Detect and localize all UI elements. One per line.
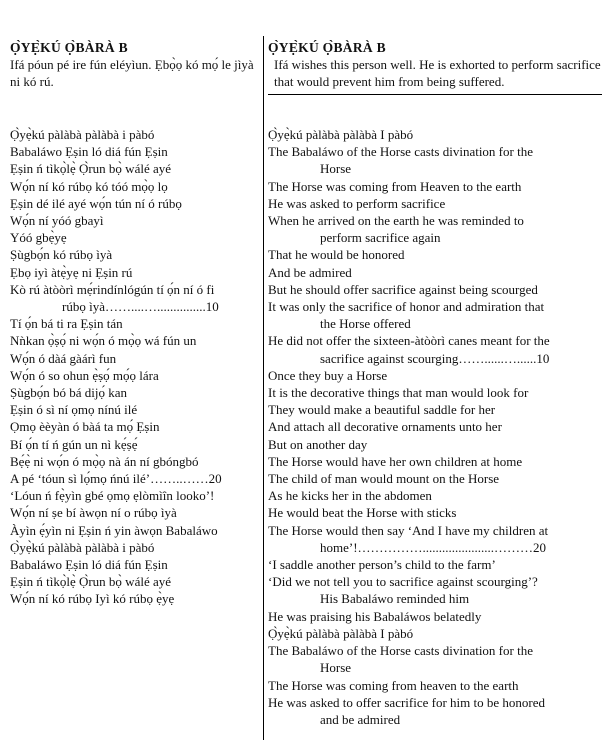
english-verse-line: He was asked to offer sacrifice for him to be honored	[268, 694, 545, 710]
yoruba-verse-line: Bẹ́ẹ̀ ni wọ́n ó mọ̀ọ nà án ní gbóngbó	[10, 453, 199, 469]
english-verse-line: Ọ̀yẹ̀kú pàlàbà pàlàbà I pàbó	[268, 127, 414, 142]
english-intro-block	[268, 57, 602, 95]
yoruba-verse-line: rúbọ ìyà……....…...............10	[62, 299, 219, 315]
yoruba-verse-line: Wọ́n ó so ohun ẹ̀ṣọ́ mọ́ọ lára	[10, 367, 159, 383]
english-verse-line: home’!……………......................………20	[320, 539, 547, 555]
english-verse-line: But he should offer sacrifice against being scourged	[268, 281, 538, 297]
yoruba-verse-line: Ẹbọ iyì àtẹ̀yẹ ni Ẹṣin rú	[10, 264, 133, 280]
english-verse-line: He would beat the Horse with sticks	[268, 505, 457, 521]
english-intro: Ifá wishes this person well. He is exhorted to perform sacrifice that would prevent him from being suffered.	[274, 57, 601, 89]
yoruba-verse-line: Ṣùgbọ́n bó bá dijọ́ kan	[10, 385, 127, 401]
english-verse-line: When he arrived on the earth he was reminded to	[268, 213, 524, 229]
yoruba-verse-line: Wọ́n ní yóó gbayì	[10, 213, 104, 229]
yoruba-heading: Ọ̀YẸ̀KÚ Ọ̀BÀRÀ B	[10, 40, 128, 55]
english-verse-line: The Babaláwo of the Horse casts divination for the	[268, 643, 533, 659]
column-divider	[263, 36, 264, 740]
english-verse-line: Horse	[320, 161, 352, 177]
english-verse-line: The child of man would mount on the Horse	[268, 471, 500, 487]
english-verse-line: ‘Did we not tell you to sacrifice against scourging’?	[268, 574, 538, 590]
yoruba-verse-line: Babaláwo Ẹṣin ló diá fún Ẹṣin	[10, 144, 168, 160]
english-verse-line: They would make a beautiful saddle for her	[268, 402, 496, 418]
yoruba-verse-line: Ẹṣin ó sì ní ọmọ nínú ilé	[10, 402, 138, 418]
yoruba-verse-line: ‘Lóun ń fẹ̀yìn gbé ọmọ ẹlòmìîn looko’!	[10, 488, 215, 504]
yoruba-intro: Ifá póun pé ire fún eléyìun. Ẹbọ̀ọ kó mọ́ le jìyà ni kó rú.	[10, 57, 254, 89]
english-verse-line: Horse	[320, 660, 352, 676]
yoruba-verse-line: Wọ́n ní kó rúbọ Iyì kó rúbọ ẹ̀yẹ	[10, 591, 175, 607]
english-verse-line: And be admired	[268, 264, 352, 280]
english-verse-line: He was praising his Babaláwos belatedly	[268, 608, 482, 624]
english-verse-line: The Babaláwo of the Horse casts divination for the	[268, 144, 533, 160]
english-verse	[268, 126, 604, 728]
yoruba-verse-line: Wọ́n ó dàá gàárì fun	[10, 350, 117, 366]
english-verse-line: Ọ̀yẹ̀kú pàlàbà pàlàbà I pàbó	[268, 625, 414, 641]
english-column	[268, 40, 604, 727]
yoruba-verse-line: Tí ọ́n bá ti ra Ẹṣin tán	[10, 316, 123, 332]
english-verse-line: And attach all decorative ornaments unto her	[268, 419, 502, 435]
yoruba-verse-line: Ẹṣin ń tìkọ̀lẹ̀ Ọ̀run bọ̀ wálé ayé	[10, 574, 172, 590]
yoruba-verse-line: Ọ̀yẹ̀kú pàlàbà pàlàbà i pàbó	[10, 539, 155, 555]
english-heading: Ọ̀YẸ̀KÚ Ọ̀BÀRÀ B	[268, 40, 386, 55]
yoruba-verse-line: Ẹṣin ń tìkọ̀lẹ̀ Ọ̀run bọ̀ wálé ayé	[10, 161, 172, 177]
yoruba-verse-line: Babaláwo Ẹṣin ló diá fún Ẹṣin	[10, 557, 168, 573]
english-verse-line: It was only the sacrifice of honor and admiration that	[268, 299, 545, 315]
english-verse-line: As he kicks her in the abdomen	[268, 488, 432, 504]
yoruba-column	[10, 40, 262, 607]
english-verse-line: The Horse would then say ‘And I have my children at	[268, 522, 549, 538]
yoruba-verse-line: Ṣùgbọ́n kó rúbọ ìyà	[10, 247, 113, 263]
english-verse-line: It is the decorative things that man would look for	[268, 385, 529, 401]
english-verse-line: Once they buy a Horse	[268, 367, 388, 383]
english-verse-line: But on another day	[268, 436, 368, 452]
english-verse-line: perform sacrifice again	[320, 230, 441, 246]
english-verse-line: The Horse was coming from heaven to the earth	[268, 677, 519, 693]
yoruba-verse	[10, 126, 262, 608]
yoruba-verse-line: A pé ‘tóun sì lọ́mọ ńnú ilé’……..……20	[10, 471, 222, 487]
english-verse-line: sacrifice against scourging……......…......10	[320, 350, 550, 366]
english-verse-line: That he would be honored	[268, 247, 405, 263]
english-verse-line: and be admired	[320, 711, 401, 727]
english-verse-line: His Babaláwo reminded him	[320, 591, 470, 607]
english-verse-line: The Horse would have her own children at home	[268, 453, 523, 469]
yoruba-verse-line: Ọmọ èèyàn ó bàá ta mọ́ Ẹṣin	[10, 419, 160, 435]
english-verse-line: He was asked to perform sacrifice	[268, 195, 446, 211]
yoruba-verse-line: Ẹṣin dé ilé ayé wọ́n tún ní ó rúbọ	[10, 195, 182, 211]
yoruba-verse-line: Yóó gbẹ̀yẹ	[10, 230, 67, 246]
yoruba-verse-line: Bí ọ́n tí ń gún un nì kẹ́ṣẹ́	[10, 436, 138, 452]
english-verse-line: The Horse was coming from Heaven to the earth	[268, 178, 522, 194]
english-verse-line: He did not offer the sixteen-àtòòrì canes meant for the	[268, 333, 550, 349]
yoruba-verse-line: Nǹkan ọ̀ṣọ́ ni wọ́n ó mọ̀ọ wá fún un	[10, 333, 197, 349]
english-verse-line: the Horse offered	[320, 316, 411, 332]
yoruba-verse-line: Àyìn ẹ́yìn ni Ẹṣin ń yin àwọn Babaláwo	[10, 522, 218, 538]
yoruba-verse-line: Ọ̀yẹ̀kú pàlàbà pàlàbà i pàbó	[10, 127, 155, 142]
yoruba-verse-line: Kò rú àtòòrì mẹ́rindínlógún tí ọ́n ní ó fi	[10, 281, 215, 297]
english-verse-line: ‘I saddle another person’s child to the farm’	[268, 557, 496, 573]
yoruba-verse-line: Wọ́n ní ṣe bí àwọn ní o rúbọ ìyà	[10, 505, 177, 521]
yoruba-verse-line: Wọ́n ní kó rúbọ kó tóó mọ̀ọ lọ	[10, 178, 168, 194]
